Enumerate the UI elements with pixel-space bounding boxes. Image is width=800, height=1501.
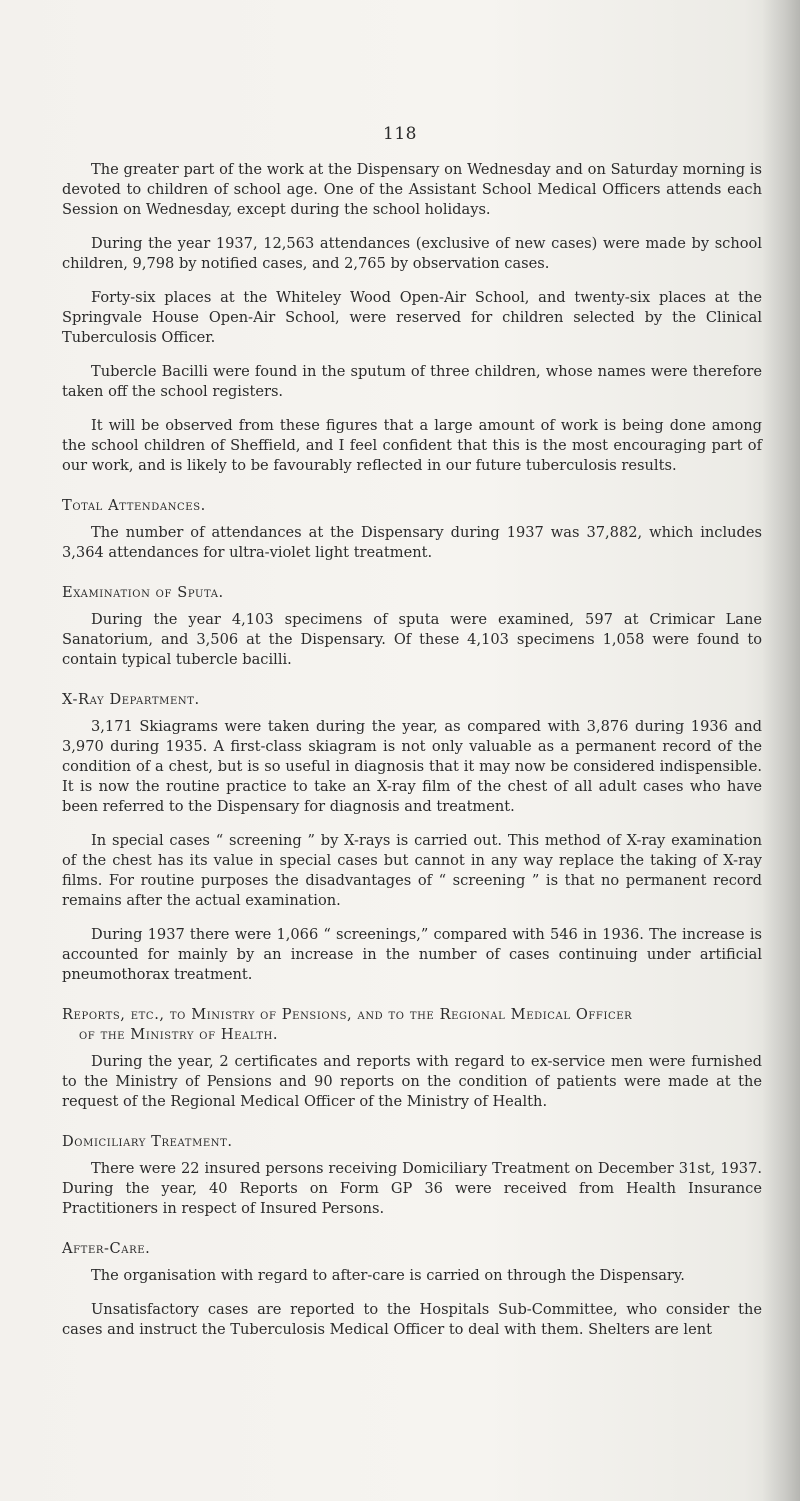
heading-reports xyxy=(62,1005,762,1045)
page-number: 118 xyxy=(383,124,417,144)
heading-domiciliary-treatment: Domiciliary Treatment. xyxy=(62,1133,233,1150)
paragraph-intro-3: Forty-six places at the Whiteley Wood Open-Air School, and twenty-six places at the Springvale House Open-Air School, were reserved for children selected by the Clinical Tuberculosis Officer. xyxy=(62,289,762,346)
page-body xyxy=(62,160,762,1340)
paragraph-intro-5: It will be observed from these figures that a large amount of work is being done among the school children of Sheffield, and I feel confident that this is the most encouraging part of our work, and is likely to be favourably reflected in our future tuberculosis results. xyxy=(62,417,762,474)
heading-reports-line-2: of the Ministry of Health. xyxy=(79,1026,279,1043)
heading-reports-line-1: Reports, etc., to Ministry of Pensions, and to the Regional Medical Officer xyxy=(62,1006,633,1023)
heading-xray-department: X-Ray Department. xyxy=(62,691,200,708)
heading-after-care: After-Care. xyxy=(62,1240,151,1257)
paragraph-sputa: During the year 4,103 specimens of sputa were examined, 597 at Crimicar Lane Sanatorium, and 3,506 at the Dispensary. Of these 4,103 specimens 1,058 were found to contain typical tubercle bacilli. xyxy=(62,611,762,668)
paragraph-after-care-1: The organisation with regard to after-care is carried on through the Dispensary. xyxy=(91,1267,685,1284)
heading-examination-of-sputa: Examination of Sputa. xyxy=(62,584,224,601)
paragraph-xray-2: In special cases “ screening ” by X-rays is carried out. This method of X-ray examination of the chest has its value in special cases but cannot in any way replace the taking of X-ray films. For routine purposes the disadvantages of “ screening ” is that no permanent record remains after the actual examination. xyxy=(62,832,762,909)
paragraph-reports: During the year, 2 certificates and reports with regard to ex-service men were furnished to the Ministry of Pensions and 90 reports on the condition of patients were made at the request of the Regional Medical Officer of the Ministry of Health. xyxy=(62,1053,762,1110)
paragraph-xray-1: 3,171 Skiagrams were taken during the year, as compared with 3,876 during 1936 and 3,970 during 1935. A first-class skiagram is not only valuable as a permanent record of the condition of a chest, but is so useful in diagnosis that it may now be considered indispensible. It is now the routine practice to take an X-ray film of the chest of all adult cases who have been referred to the Dispensary for diagnosis and treatment. xyxy=(62,718,762,815)
heading-total-attendances: Total Attendances. xyxy=(62,497,206,514)
paragraph-total-attendances: The number of attendances at the Dispensary during 1937 was 37,882, which includes 3,364 attendances for ultra-violet light treatment. xyxy=(62,524,762,561)
paragraph-intro-4: Tubercle Bacilli were found in the sputum of three children, whose names were therefore taken off the school registers. xyxy=(62,363,762,400)
paragraph-xray-3: During 1937 there were 1,066 “ screenings,” compared with 546 in 1936. The increase is accounted for mainly by an increase in the number of cases continuing under artificial pneumothorax treatment. xyxy=(62,926,762,983)
paragraph-after-care-2: Unsatisfactory cases are reported to the Hospitals Sub-Committee, who consider the cases and instruct the Tuberculosis Medical Officer to deal with them. Shelters are lent xyxy=(62,1301,762,1338)
paragraph-intro-1: The greater part of the work at the Dispensary on Wednesday and on Saturday morning is devoted to children of school age. One of the Assistant School Medical Officers attends each Session on Wednesday, except during the school holidays. xyxy=(62,161,762,218)
paragraph-intro-2: During the year 1937, 12,563 attendances (exclusive of new cases) were made by school children, 9,798 by notified cases, and 2,765 by observation cases. xyxy=(62,235,762,272)
paragraph-domiciliary: There were 22 insured persons receiving Domiciliary Treatment on December 31st, 1937. During the year, 40 Reports on Form GP 36 were received from Health Insurance Practitioners in respect of Insured Persons. xyxy=(62,1160,762,1217)
page-edge-shadow xyxy=(762,0,800,1501)
